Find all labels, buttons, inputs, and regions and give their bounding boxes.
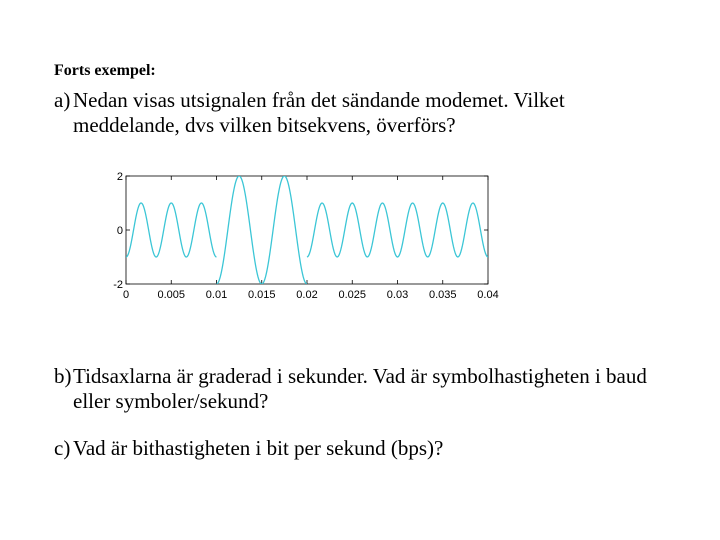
question-b-text-1: Tidsaxlarna är graderad i sekunder. Vad är symbolhastigheten i baud bbox=[73, 364, 647, 388]
question-a-text-1: Nedan visas utsignalen från det sändande modemet. Vilket bbox=[73, 88, 565, 112]
question-a-text-2: meddelande, dvs vilken bitsekvens, överförs? bbox=[73, 113, 456, 137]
x-tick-label: 0.02 bbox=[296, 289, 318, 301]
x-tick-label: 0.03 bbox=[386, 289, 409, 301]
y-tick-label: 0 bbox=[116, 225, 123, 237]
question-c bbox=[54, 436, 694, 461]
signal-segment-3 bbox=[307, 203, 488, 257]
question-a-letter: a) bbox=[54, 88, 71, 112]
question-b bbox=[54, 364, 694, 414]
x-tick-label: 0.035 bbox=[428, 289, 457, 301]
question-b-letter: b) bbox=[54, 364, 72, 388]
x-tick-label: 0.015 bbox=[247, 289, 276, 301]
y-tick-label: 2 bbox=[116, 171, 123, 183]
question-b-line-1 bbox=[54, 364, 694, 389]
x-tick-label: 0.005 bbox=[157, 289, 186, 301]
question-c-text-1: Vad är bithastigheten i bit per sekund (bps)? bbox=[73, 436, 444, 460]
x-tick-label: 0.01 bbox=[205, 289, 228, 301]
question-c-line-1 bbox=[54, 436, 694, 461]
x-tick-label: 0.025 bbox=[338, 289, 367, 301]
signal-segment-1 bbox=[126, 203, 217, 257]
plot-frame bbox=[126, 176, 488, 284]
y-tick-label: -2 bbox=[113, 279, 123, 291]
slide-heading: Forts exempel: bbox=[54, 62, 156, 79]
signal-segment-2 bbox=[217, 176, 308, 284]
question-b-text-2: eller symboler/sekund? bbox=[73, 389, 269, 413]
question-c-letter: c) bbox=[54, 436, 71, 460]
x-tick-label: 0.04 bbox=[477, 289, 499, 301]
x-tick-label: 0 bbox=[122, 289, 130, 301]
